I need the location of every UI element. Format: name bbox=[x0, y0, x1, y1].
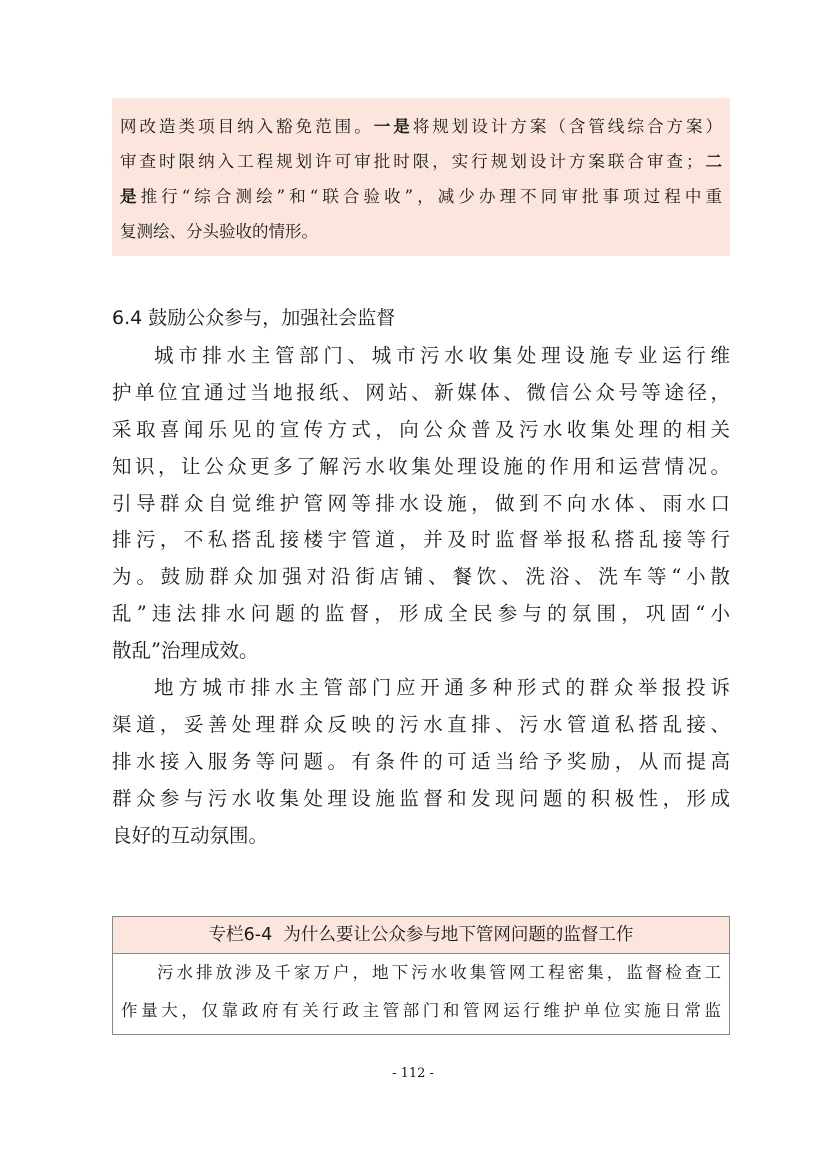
paragraph-line: 护单位宜通过当地报纸、网站、新媒体、微信公众号等途径， bbox=[112, 380, 730, 404]
paragraph-line: 知识，让公众更多了解污水收集处理设施的作用和运营情况。 bbox=[112, 454, 730, 478]
text: 将规划设计方案（含管线综合方案） bbox=[412, 117, 723, 136]
text: 审查时限纳入工程规划许可审批时限，实行规划设计方案联合审查； bbox=[120, 152, 703, 171]
column-line: 污水排放涉及千家万户，地下污水收集管网工程密集，监督检查工 bbox=[157, 963, 721, 982]
bold-text: 二 bbox=[702, 152, 723, 171]
paragraph-line: 群众参与污水收集处理设施监督和发现问题的积极性，形成 bbox=[112, 786, 730, 810]
paragraph-line: 排污，不私搭乱接楼宇管道，并及时监督举报私搭乱接等行 bbox=[112, 528, 730, 552]
column-line: 作量大，仅靠政府有关行政主管部门和管网运行维护单位实施日常监 bbox=[121, 1001, 721, 1020]
bold-text: 一是 bbox=[373, 117, 413, 136]
box-line bbox=[120, 144, 722, 179]
paragraph-line: 采取喜闻乐见的宣传方式，向公众普及污水收集处理的相关 bbox=[112, 417, 730, 441]
page-number: - 112 - bbox=[392, 1066, 434, 1081]
box-line bbox=[120, 214, 722, 249]
paragraph-line: 散乱”治理成效。 bbox=[112, 639, 259, 663]
text: 复测绘、分头验收的情形。 bbox=[120, 222, 318, 241]
section-heading: 6.4 鼓励公众参与，加强社会监督 bbox=[112, 307, 396, 329]
box-line bbox=[120, 109, 722, 144]
paragraph-line: 城市排水主管部门、城市污水收集处理设施专业运行维 bbox=[154, 344, 730, 367]
bold-text: 是 bbox=[120, 187, 141, 206]
paragraph-line: 引导群众自觉维护管网等排水设施，做到不向水体、雨水口 bbox=[112, 491, 730, 515]
paragraph-line: 为。鼓励群众加强对沿街店铺、餐饮、洗浴、洗车等“小散 bbox=[112, 565, 730, 589]
paragraph-line: 地方城市排水主管部门应开通多种形式的群众举报投诉 bbox=[154, 676, 730, 700]
paragraph-line: 良好的互动氛围。 bbox=[112, 823, 269, 847]
text: 推行“综合测绘”和“联合验收”，减少办理不同审批事项过程中重 bbox=[140, 187, 722, 206]
paragraph-line: 乱”违法排水问题的监督，形成全民参与的氛围，巩固“小 bbox=[112, 602, 730, 626]
box-line bbox=[120, 179, 722, 214]
paragraph-line: 排水接入服务等问题。有条件的可适当给予奖励，从而提高 bbox=[112, 749, 730, 773]
column-box bbox=[112, 916, 730, 1035]
section-body bbox=[112, 338, 730, 854]
column-title: 专栏6-4 为什么要让公众参与地下管网问题的监督工作 bbox=[113, 917, 729, 954]
text: 网改造类项目纳入豁免范围。 bbox=[120, 117, 374, 136]
policy-text-box bbox=[112, 98, 730, 256]
paragraph-line: 渠道，妥善处理群众反映的污水直排、污水管道私搭乱接、 bbox=[112, 712, 730, 736]
